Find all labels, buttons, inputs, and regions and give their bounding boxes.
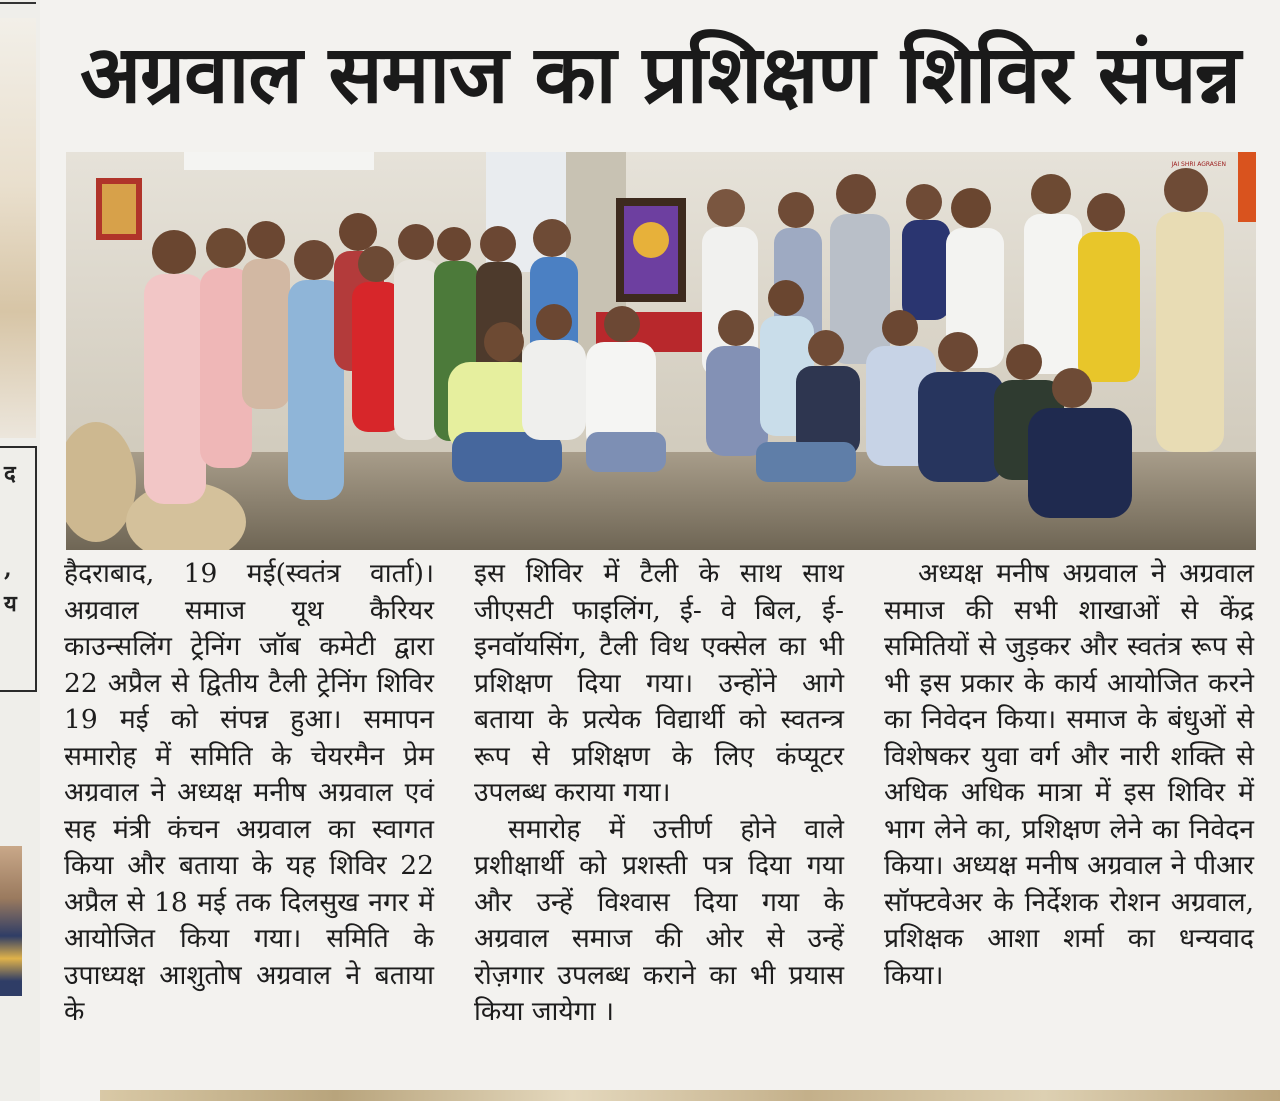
article-paragraph: समारोह में उत्तीर्ण होने वाले प्रशीक्षार्थी को प्रशस्ती पत्र दिया गया और उन्हें विश्वास दिया गया के अग्रवाल समाज की ओर से उन्हें रोज़गार उपलब्ध कराने का भी प्रयास किया जायेगा । (474, 813, 844, 1027)
headline: अग्रवाल समाज का प्रशिक्षण शिविर संपन्न (79, 28, 1241, 121)
neighbor-fragment: , (4, 556, 12, 582)
neighbor-photo (0, 18, 36, 438)
neighbor-fragment: द (4, 461, 16, 487)
group-photo-icon (66, 152, 1256, 550)
article-paragraph: अध्यक्ष मनीष अग्रवाल ने अग्रवाल समाज की सभी शाखाओं से केंद्र समितियों से जुड़कर और स्वतंत्र रूप से भी इस प्रकार के कार्य आयोजित करने का निवेदन किया। समाज के बंधुओं से विशेषकर युवा वर्ग और नारी शक्ति से अधिक अधिक मात्रा में इस शिविर में भाग लेने का, प्रशिक्षण लेने का निवेदन किया। अध्यक्ष मनीष अग्रवाल ने पीआर सॉफ्टवेअर के निर्देशक रोशन अग्रवाल, प्रशिक्षक आशा शर्मा का धन्यवाद किया। (884, 558, 1254, 991)
next-article-photo-edge (100, 1090, 1280, 1101)
article-paragraph: हैदराबाद, 19 मई(स्वतंत्र वार्ता)। अग्रवाल समाज यूथ कैरियर काउन्सलिंग ट्रेनिंग जॉब कमेटी द्वारा 22 अप्रैल से द्वितीय टैली ट्रेनिंग शिविर 19 मई को संपन्न हुआ। समापन समारोह में समिति के चेयरमैन प्रेम अग्रवाल ने अध्यक्ष मनीष अग्रवाल एवं सह मंत्री कंचन अग्रवाल का स्वागत किया और बताया के यह शिविर 22 अप्रैल से 18 मई तक दिलसुख नगर में आयोजित किया गया। समिति के उपाध्यक्ष आशुतोष अग्रवाल ने बताया के (64, 558, 434, 1027)
article-column-1 (64, 556, 434, 1086)
neighbor-photo (0, 846, 22, 996)
article-column-3 (884, 556, 1254, 1086)
group-photo (66, 152, 1256, 550)
neighbor-text-box (0, 446, 37, 692)
wall-banner-text: JAI SHRI AGRASEN (1171, 161, 1226, 168)
neighbor-fragment: य (4, 591, 17, 617)
article-column-2 (474, 556, 844, 1086)
neighbor-column-strip (0, 0, 40, 1101)
divider (0, 2, 36, 4)
article-paragraph: इस शिविर में टैली के साथ साथ जीएसटी फाइलिंग, ई- वे बिल, ई-इनवॉयसिंग, टैली विथ एक्सेल का भी प्रशिक्षण दिया गया। उन्होंने आगे बताया के प्रत्येक विद्यार्थी को स्वतन्त्र रूप से प्रशिक्षण के लिए कंप्यूटर उपलब्ध कराया गया। (474, 558, 844, 808)
